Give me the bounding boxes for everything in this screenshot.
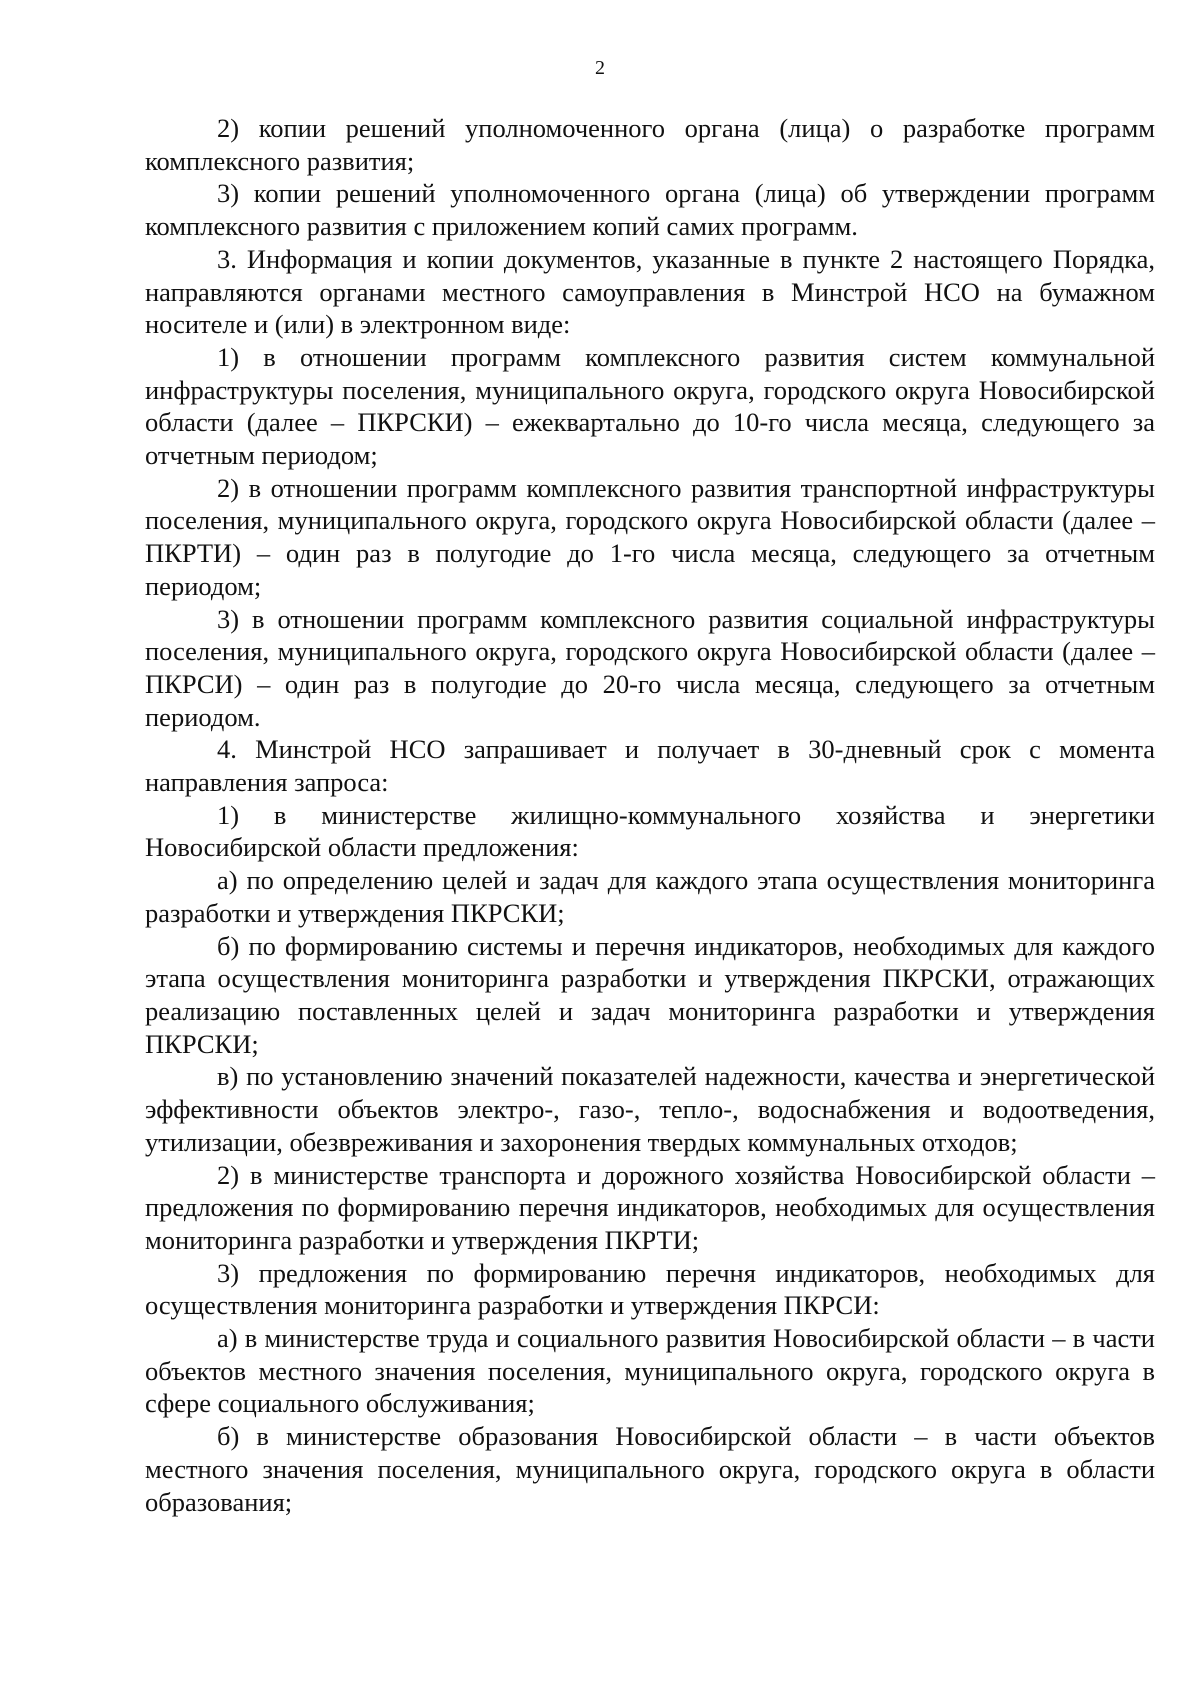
paragraph: а) по определению целей и задач для каждого этапа осуществления мониторинга разработки и утверждения ПКРСКИ;	[145, 865, 1155, 928]
paragraph: 2) в отношении программ комплексного развития транспортной инфраструктуры поселения, муниципального округа, городского округа Новосибирской области (далее – ПКРТИ) – один раз в полугодие до 1-го числа месяца, следующего за отчетным периодом;	[145, 472, 1155, 601]
paragraph: 3. Информация и копии документов, указанные в пункте 2 настоящего Порядка, направляются органами местного самоуправления в Минстрой НСО на бумажном носителе и (или) в электронном виде:	[145, 243, 1155, 340]
paragraph: 2) копии решений уполномоченного органа (лица) о разработке программ комплексного развития;	[145, 113, 1155, 176]
paragraph: 2) в министерстве транспорта и дорожного хозяйства Новосибирской области – предложения по формированию перечня индикаторов, необходимых для осуществления мониторинга разработки и утверждения ПКРТИ;	[145, 1159, 1155, 1255]
page-number: 2	[595, 57, 605, 79]
paragraph: 3) копии решений уполномоченного органа (лица) об утверждении программ комплексного развития с приложением копий самих программ.	[145, 178, 1155, 242]
paragraph: 3) в отношении программ комплексного развития социальной инфраструктуры поселения, муниципального округа, городского округа Новосибирской области (далее – ПКРСИ) – один раз в полугодие до 20-го числа месяца, следующего за отчетным периодом.	[145, 603, 1155, 732]
document-body	[145, 112, 1155, 1518]
paragraph: а) в министерстве труда и социального развития Новосибирской области – в части объектов местного значения поселения, муниципального округа, городского округа в сфере социального обслуживания;	[145, 1323, 1155, 1419]
paragraph: 3) предложения по формированию перечня индикаторов, необходимых для осуществления мониторинга разработки и утверждения ПКРСИ:	[145, 1257, 1155, 1321]
paragraph: в) по установлению значений показателей надежности, качества и энергетической эффективности объектов электро-, газо-, тепло-, водоснабжения и водоотведения, утилизации, обезвреживания и захоронения твердых коммунальных отходов;	[145, 1061, 1155, 1157]
paragraph: 1) в отношении программ комплексного развития систем коммунальной инфраструктуры поселения, муниципального округа, городского округа Новосибирской области (далее – ПКРСКИ) – ежеквартально до 10-го числа месяца, следующего за отчетным периодом;	[145, 341, 1155, 471]
paragraph: 4. Минстрой НСО запрашивает и получает в 30-дневный срок с момента направления запроса:	[145, 734, 1155, 798]
paragraph: 1) в министерстве жилищно-коммунального хозяйства и энергетики Новосибирской области предложения:	[145, 799, 1155, 863]
paragraph: б) в министерстве образования Новосибирской области – в части объектов местного значения поселения, муниципального округа, городского округа в области образования;	[145, 1421, 1155, 1517]
paragraph: б) по формированию системы и перечня индикаторов, необходимых для каждого этапа осуществления мониторинга разработки и утверждения ПКРСКИ, отражающих реализацию поставленных целей и задач мониторинга разработки и утверждения ПКРСКИ;	[145, 930, 1155, 1059]
